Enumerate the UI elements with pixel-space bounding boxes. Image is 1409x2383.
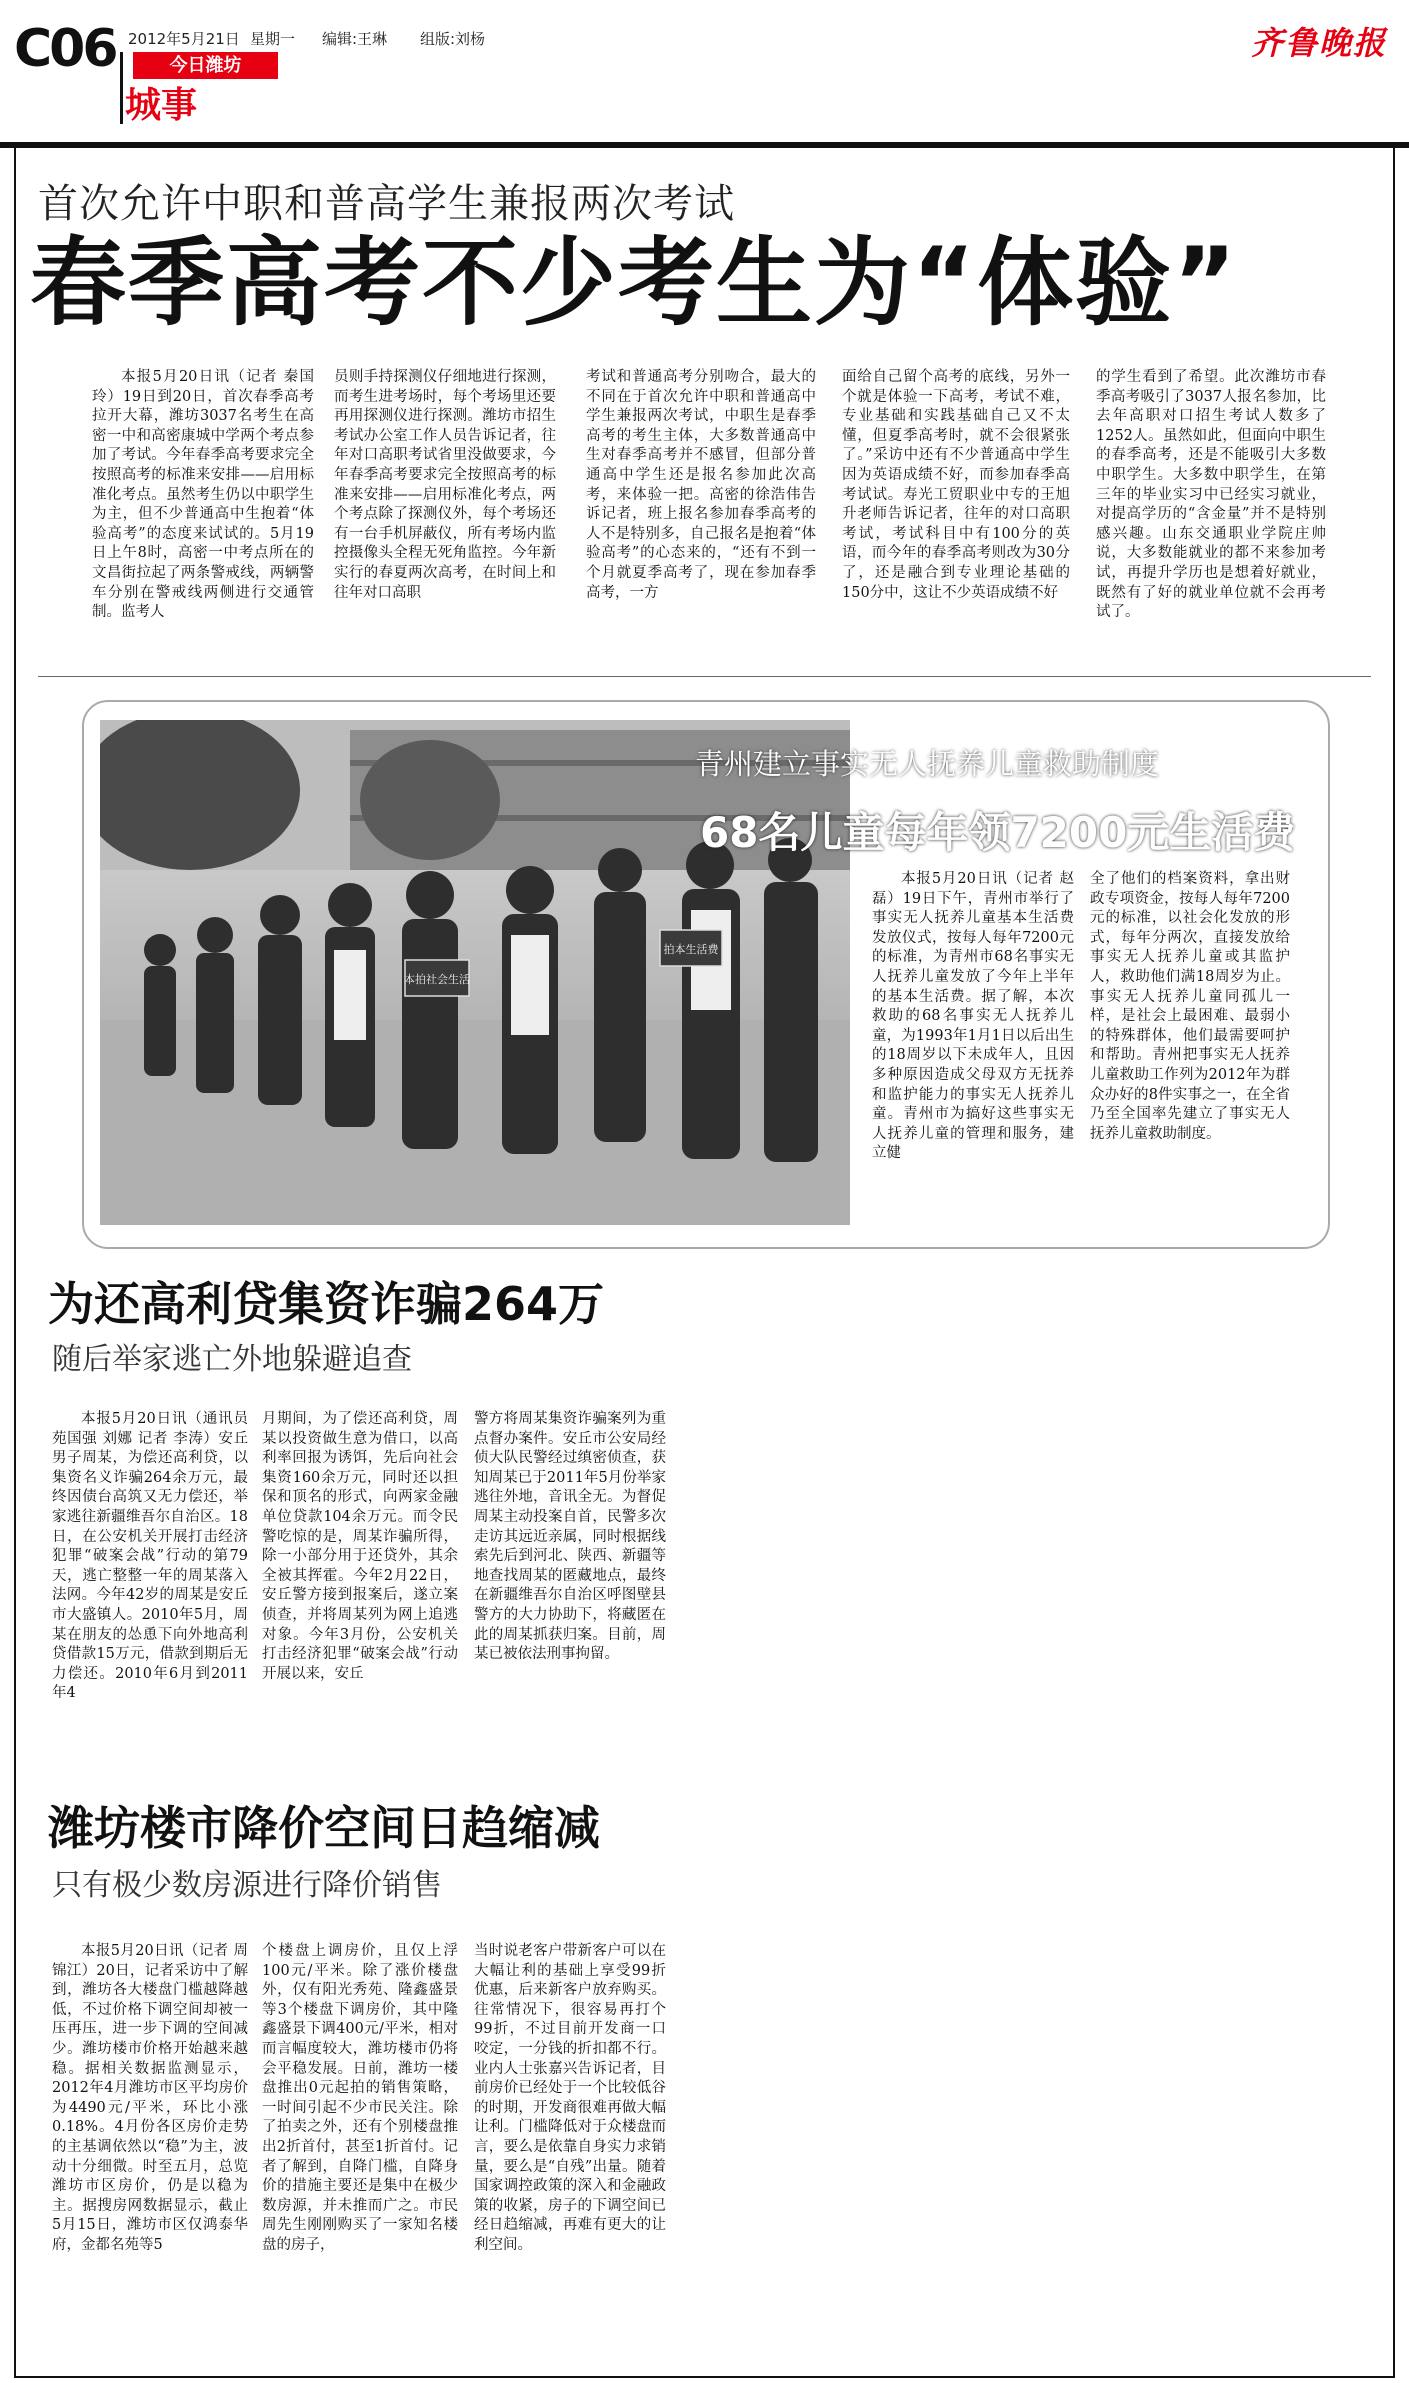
article4-col2: 个楼盘上调房价，且仅上浮100元/平米。除了涨价楼盘外，仅有阳光秀苑、隆鑫盛景等3个楼盘下调房价，其中隆鑫盛景下调400元/平米，相对而言幅度较大，潍坊楼市仍将会平稳发展。日前，潍坊一楼盘推出0元起拍的销售策略，一时间引起不少市民关注。除了拍卖之外，还有个别楼盘推出2折首付，甚至1折首付。记者了解到，自降门槛，自降身价的措施主要还是集中在极少数房源，并未推而广之。市民周先生刚刚购买了一家知名楼盘的房子， xyxy=(262,1943,458,2253)
article1-col2: 员则手持探测仪仔细地进行探测，而考生进考场时，每个考场里还要再用探测仪进行探测。潍坊市招生考试办公室工作人员告诉记者，往年对口高职考试省里没做要求，今年春季高考要求完全按照高考的标准来安排——启用标准化考点，两个考点除了探测仪外，每个考场还有一台手机屏蔽仪，所有考场内监控摄像头全程无死角监控。今年新实行的春夏两次高考，在时间上和往年对口高职 xyxy=(334,369,556,601)
article3-col1: 本报5月20日讯（通讯员 苑国强 刘娜 记者 李涛）安丘男子周某，为偿还高利贷，以集资名义诈骗264余万元，最终因债台高筑又无力偿还，举家逃往新疆维吾尔自治区。18日，在公安机关开展打击经济犯罪“破案会战”行动的第79天，逃亡整整一年的周某落入法网。今年42岁的周某是安丘市大盛镇人。2010年5月，周某在朋友的怂恿下向外地高利贷借款15万元，借款到期后无力偿还。2010年6月到2011年4 xyxy=(52,1411,248,1702)
issue-date: 2012年5月21日 xyxy=(128,30,240,48)
article2-kicker: 青州建立事实无人抚养儿童救助制度 xyxy=(695,747,1160,781)
photo-sign-left: 本拍社会生活 xyxy=(404,973,470,986)
article4-headline: 潍坊楼市降价空间日趋缩减 xyxy=(48,1801,600,1855)
article2-headline: 68名儿童每年领7200元生活费 xyxy=(700,808,1296,857)
header-divider xyxy=(120,52,123,124)
article3-col2: 月期间，为了偿还高利贷，周某以投资做生意为借口，以高利率回报为诱饵，先后向社会集资160余万元，同时还以担保和顶名的形式，向两家金融单位贷款104余万元。而令民警吃惊的是，周某诈骗所得，除一小部分用于还贷外，其余全被其挥霍。今年2月22日，安丘警方接到报案后，遂立案侦查，并将周某列为网上追逃对象。今年3月份，公安机关打击经济犯罪“破案会战”行动开展以来，安丘 xyxy=(262,1411,458,1682)
article1-col5: 的学生看到了希望。此次潍坊市春季高考吸引了3037人报名参加，比去年高职对口招生考试人数多了1252人。虽然如此，但面向中职生的春季高考，还是不能吸引大多数中职学生。大多数中职学生，在第三年的毕业实习中已经实习就业，对提高学历的“含金量”并不是特别感兴趣。山东交通职业学院庄帅说，大多数能就业的都不来参加考试，再提升学历也是想着好就业，既然有了好的就业单位就不会再考试了。 xyxy=(1096,369,1326,621)
article3-col3: 警方将周某集资诈骗案列为重点督办案件。安丘市公安局经侦大队民警经过缜密侦查，获知周某已于2011年5月份举家逃往外地，音讯全无。为督促周某主动投案自首，民警多次走访其远近亲属，同时根据线索先后到河北、陕西、新疆等地查找周某的匿藏地点，最终在新疆维吾尔自治区呼图壁县警方的大力协助下，将藏匿在此的周某抓获归案。目前，周某已被依法刑事拘留。 xyxy=(474,1411,666,1663)
article1-col1: 本报5月20日讯（记者 秦国玲）19日到20日，首次春季高考拉开大幕，潍坊3037名考生在高密一中和高密康城中学两个考点参加了考试。今年春季高考要求完全按照高考的标准来安排——启用标准化考点。虽然考生仍以中职学生为主，但不少普通高中生抱着“体验高考”的态度来试试的。5月19日上午8时，高密一中考点所在的文昌街拉起了两条警戒线，两辆警车分别在警戒线两侧进行交通管制。监考人 xyxy=(92,369,314,621)
article1-kicker: 首次允许中职和普高学生兼报两次考试 xyxy=(38,181,735,227)
section-divider xyxy=(38,676,1371,677)
layout-credit: 组版:刘杨 xyxy=(420,30,486,48)
article3-subhead: 随后举家逃亡外地躲避追查 xyxy=(52,1342,412,1377)
article2-col1: 本报5月20日讯（记者 赵磊）19日下午，青州市举行了事实无人抚养儿童基本生活费发放仪式，按每人每年7200元的标准，为青州市68名事实无人抚养儿童发放了今年上半年的基本生活费。据了解，本次救助的68名事实无人抚养儿童，为1993年1月1日以后出生的18周岁以下未成年人，且因多种原因造成父母双方无抚养和监护能力的事实无人抚养儿童。青州市为搞好这些事实无人抚养儿童的管理和服务，建立健 xyxy=(872,871,1074,1162)
frame-bottom xyxy=(14,2376,1395,2378)
issue-weekday: 星期一 xyxy=(250,30,296,48)
frame-right xyxy=(1393,148,1395,2378)
section-title: 城事 xyxy=(125,85,198,126)
section-tag: 今日潍坊 xyxy=(133,52,278,79)
photo-sign-right: 拍本生活费 xyxy=(663,943,719,956)
article1-col3: 考试和普通高考分别吻合，最大的不同在于首次允许中职和普通高中学生兼报两次考试，中职生是春季高考的考生主体，大多数普通高中生对春季高考并不感冒，但部分普通高中学生还是报名参加此次高考，来体验一把。高密的徐浩伟告诉记者，班上报名参加春季高考的人不是特别多，自己报名是抱着“体验高考”的心态来的，“还有不到一个月就夏季高考了，现在参加春季高考，一方 xyxy=(586,369,816,601)
newspaper-logo: 齐鲁晚报 xyxy=(1250,24,1387,62)
editor-credit: 编辑:王琳 xyxy=(322,30,388,48)
article2-col2: 全了他们的档案资料，拿出财政专项资金，按每人每年7200元的标准，以社会化发放的形式，每年分两次，直接发放给事实无人抚养儿童或其监护人，救助他们满18周岁为止。事实无人抚养儿童同孤儿一样，是社会上最困难、最弱小的特殊群体，他们最需要呵护和帮助。青州把事实无人抚养儿童救助工作列为2012年为群众办好的8件实事之一，在全省乃至全国率先建立了事实无人抚养儿童救助制度。 xyxy=(1090,871,1290,1142)
article4-col1: 本报5月20日讯（记者 周锦江）20日，记者采访中了解到，潍坊各大楼盘门槛越降越低，不过价格下调空间却被一压再压，进一步下调的空间减少。潍坊楼市价格开始越来越稳。据相关数据监测显示，2012年4月潍坊市区平均房价为4490元/平米，环比小涨0.18%。4月份各区房价走势的主基调依然以“稳”为主，波动十分细微。时至五月，总览潍坊市区房价，仍是以稳为主。据搜房网数据显示，截止5月15日，潍坊市区仅鸿泰华府，金都名苑等5 xyxy=(52,1943,248,2253)
news-photo xyxy=(100,720,850,1225)
page-number: C06 xyxy=(14,19,116,79)
frame-left xyxy=(14,148,16,2378)
article3-headline: 为还高利贷集资诈骗264万 xyxy=(48,1277,605,1331)
children-ceremony-photo xyxy=(100,720,850,1225)
header-rule xyxy=(0,142,1409,148)
article1-headline: 春季高考不少考生为“体验” xyxy=(30,227,1239,339)
article1-col4: 面给自己留个高考的底线，另外一个就是体验一下高考，考试不难，专业基础和实践基础自己又不太懂，但夏季高考时，就不会很紧张了。”采访中还有不少普通高中学生因为英语成绩不好，而参加春季高考试试。寿光工贸职业中专的王旭升老师告诉记者，往年的对口高职考试，考试科目中有100分的英语，而今年的春季高考则改为30分了，还是融合到专业理论基础的150分中，这让不少英语成绩不好 xyxy=(842,369,1070,601)
article4-subhead: 只有极少数房源进行降价销售 xyxy=(52,1868,442,1903)
article4-col3: 当时说老客户带新客户可以在大幅让利的基础上享受99折优惠，后来新客户放弃购买。往常情况下，很容易再打个99折，不过目前开发商一口咬定，一分钱的折扣都不行。业内人士张嘉兴告诉记者，目前房价已经处于一个比较低谷的时期，开发商很难再做大幅让利。门槛降低对于众楼盘而言，要么是依靠自身实力求销量，要么是“自残”出量。随着国家调控政策的深入和金融政策的收紧，房子的下调空间已经日趋缩减，再难有更大的让利空间。 xyxy=(474,1943,666,2253)
